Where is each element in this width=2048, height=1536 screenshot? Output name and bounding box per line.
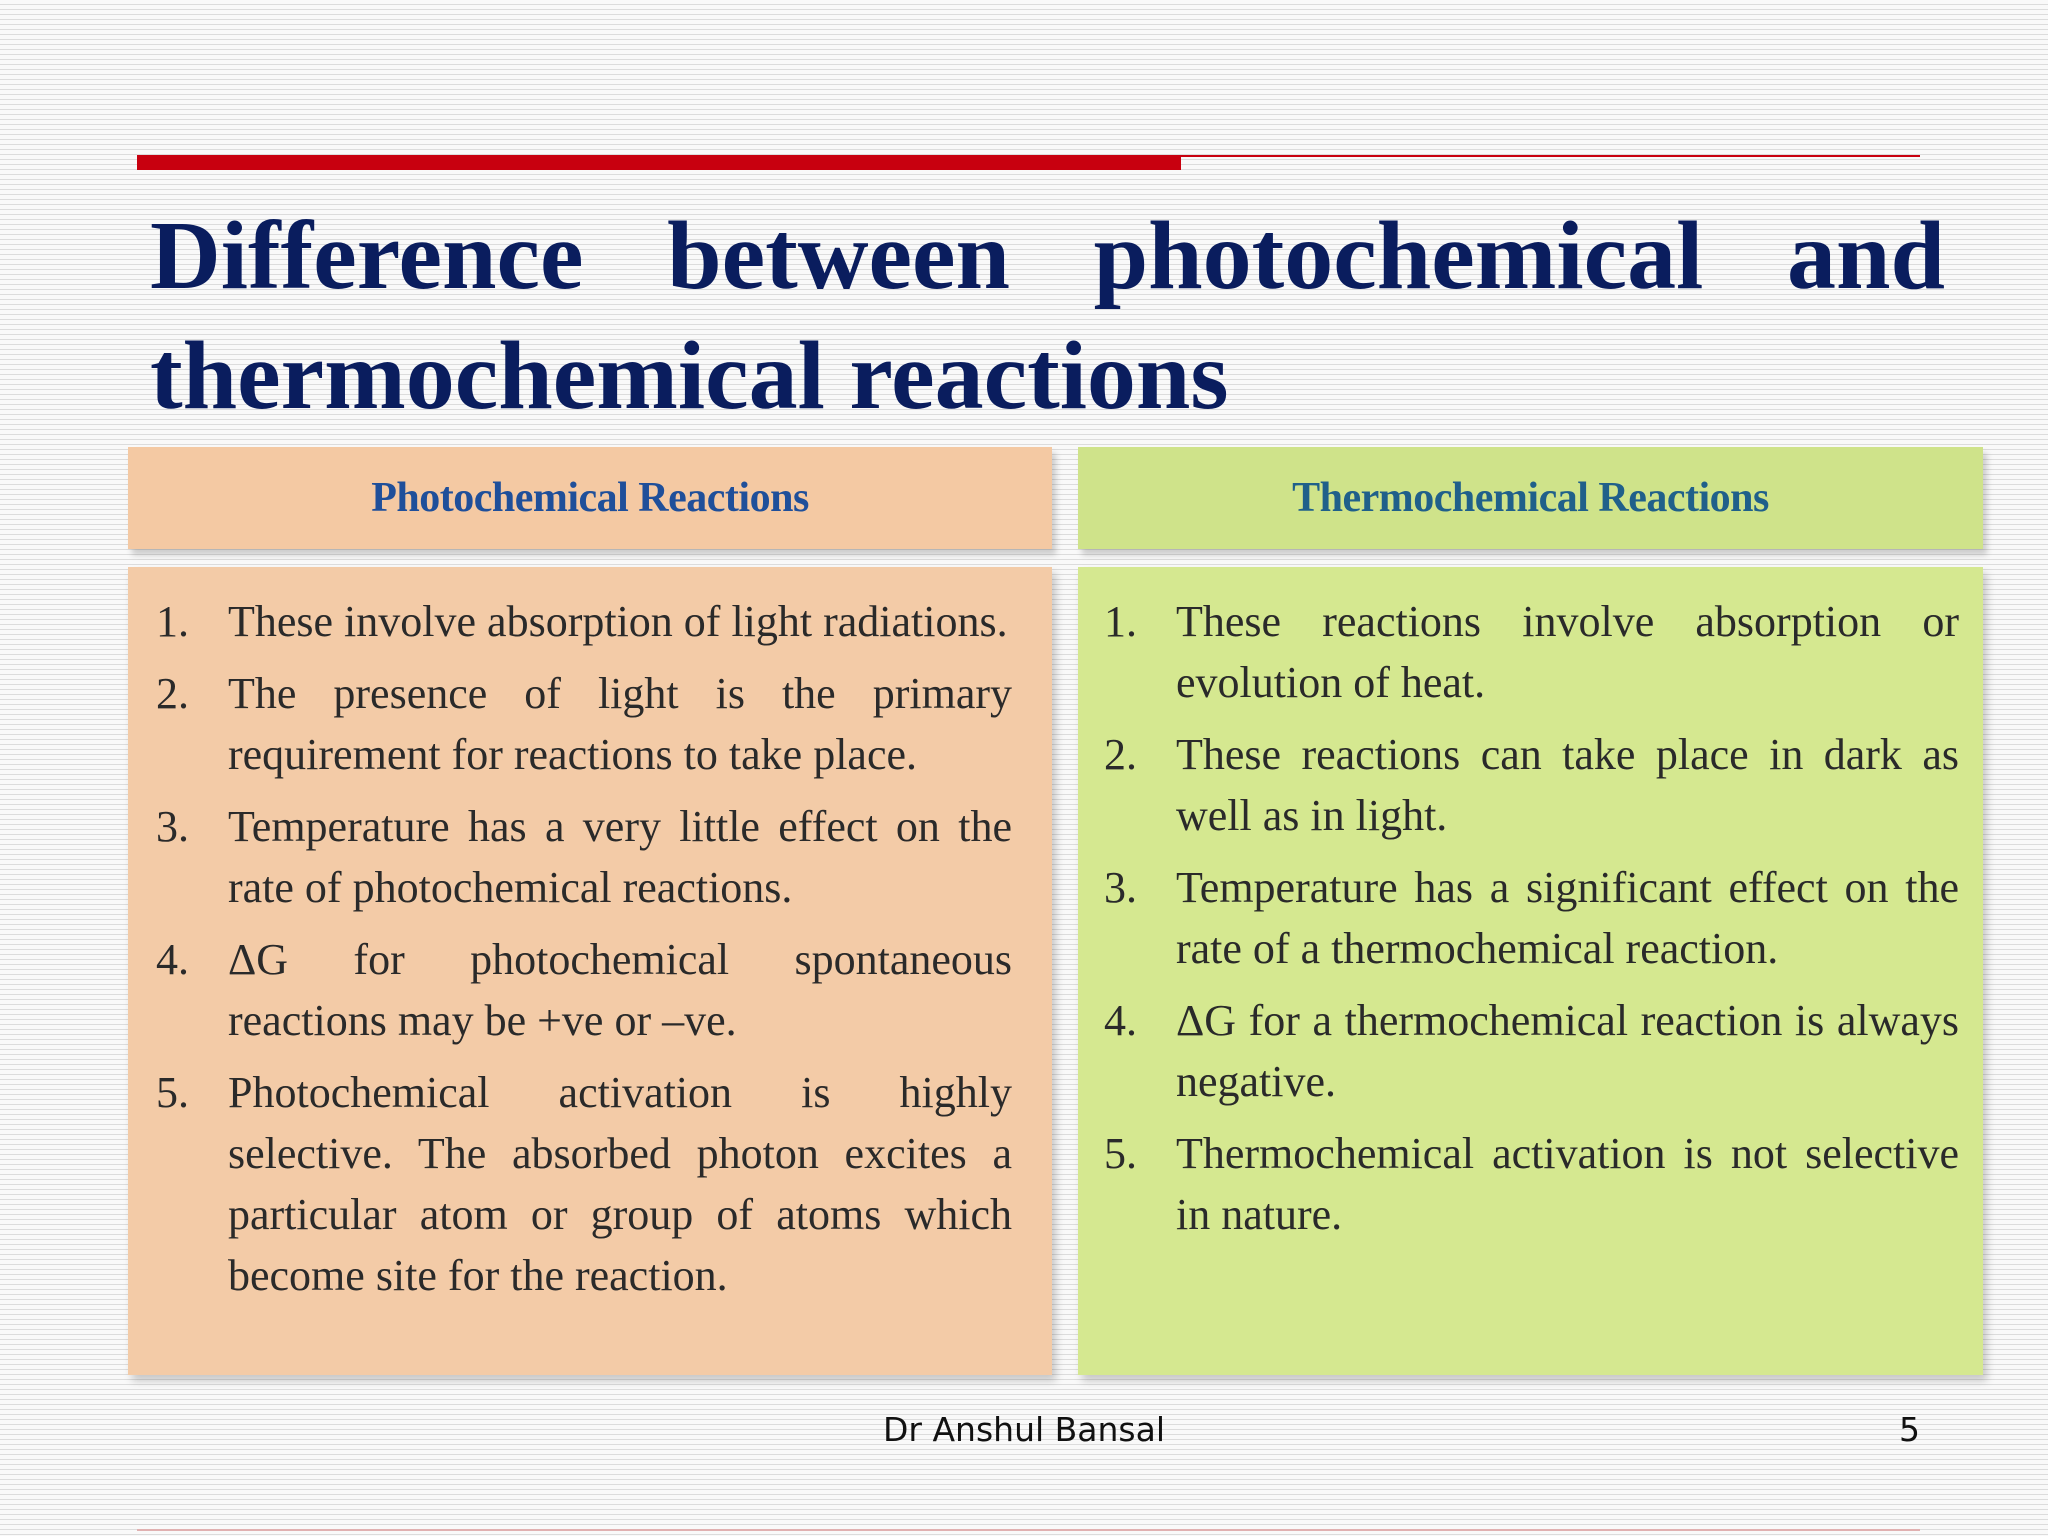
list-item bbox=[156, 796, 1012, 918]
item-number: 2. bbox=[1104, 730, 1137, 779]
footer-author: Dr Anshul Bansal bbox=[883, 1410, 1165, 1449]
item-text: ΔG for a thermochemical reaction is always negative. bbox=[1176, 996, 1959, 1106]
list-item bbox=[1104, 1123, 1959, 1245]
item-number: 4. bbox=[156, 935, 189, 984]
item-number: 2. bbox=[156, 669, 189, 718]
photochemical-header-label: Photochemical Reactions bbox=[371, 475, 809, 521]
photochemical-body bbox=[128, 567, 1052, 1375]
slide-title: Difference between photochemical and thermochemical reactions bbox=[150, 202, 1945, 430]
list-item bbox=[156, 591, 1012, 652]
photochemical-header bbox=[128, 447, 1052, 549]
item-text: Temperature has a significant effect on the rate of a thermochemical reaction. bbox=[1176, 863, 1959, 973]
title-rule-thin bbox=[1181, 155, 1920, 157]
photochemical-column bbox=[128, 447, 1052, 1375]
item-text: Thermochemical activation is not selective in nature. bbox=[1176, 1129, 1959, 1239]
item-number: 5. bbox=[156, 1068, 189, 1117]
item-number: 1. bbox=[156, 597, 189, 646]
item-number: 4. bbox=[1104, 996, 1137, 1045]
thermochemical-header bbox=[1078, 447, 1983, 549]
item-number: 5. bbox=[1104, 1129, 1137, 1178]
list-item bbox=[156, 929, 1012, 1051]
list-item bbox=[1104, 724, 1959, 846]
photochemical-list bbox=[156, 591, 1012, 1306]
title-rule-thick bbox=[137, 155, 1181, 170]
footer-rule bbox=[137, 1529, 1920, 1531]
list-item bbox=[1104, 591, 1959, 713]
comparison-table bbox=[128, 447, 1983, 1375]
item-text: These involve absorption of light radiations. bbox=[228, 597, 1008, 646]
thermochemical-column bbox=[1078, 447, 1983, 1375]
item-text: Temperature has a very little effect on the rate of photochemical reactions. bbox=[228, 802, 1012, 912]
item-number: 1. bbox=[1104, 597, 1137, 646]
item-text: These reactions can take place in dark as well as in light. bbox=[1176, 730, 1959, 840]
list-item bbox=[1104, 990, 1959, 1112]
item-number: 3. bbox=[156, 802, 189, 851]
item-text: ΔG for photochemical spontaneous reactions may be +ve or –ve. bbox=[228, 935, 1012, 1045]
list-item bbox=[156, 663, 1012, 785]
thermochemical-list bbox=[1104, 591, 1959, 1245]
item-number: 3. bbox=[1104, 863, 1137, 912]
thermochemical-header-label: Thermochemical Reactions bbox=[1292, 475, 1769, 521]
item-text: These reactions involve absorption or evolution of heat. bbox=[1176, 597, 1959, 707]
list-item bbox=[156, 1062, 1012, 1306]
thermochemical-body bbox=[1078, 567, 1983, 1375]
list-item bbox=[1104, 857, 1959, 979]
page-number: 5 bbox=[1899, 1410, 1920, 1449]
item-text: The presence of light is the primary requirement for reactions to take place. bbox=[228, 669, 1012, 779]
item-text: Photochemical activation is highly selective. The absorbed photon excites a particular atom or group of atoms which become site for the reaction. bbox=[228, 1068, 1012, 1300]
